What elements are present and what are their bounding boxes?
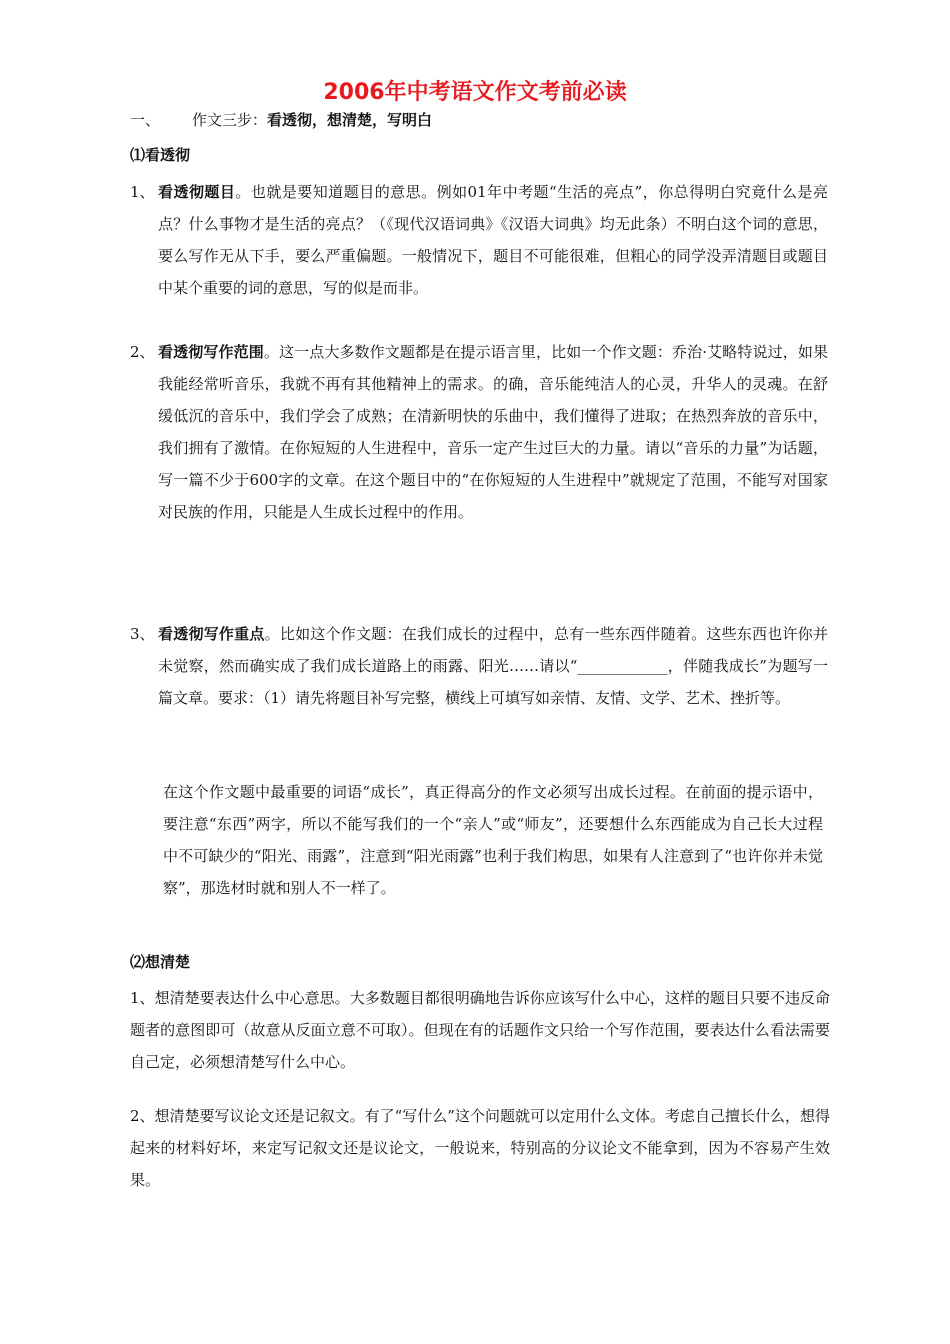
section-steps: 看透彻，想清楚，写明白 [267,111,433,129]
section-number: 一、 [130,111,161,129]
item-text: 。比如这个作文题：在我们成长的过程中，总有一些东西伴随着。这些东西也许你并未觉察，然而确实成了我们成长道路上的雨露、阳光……请以“____________，伴随我成长”为题写一篇文章。要求：（1）请先将题目补写完整，横线上可填写如亲情、友情、文学、艺术、挫折等。 [158,625,828,707]
item-text: 。这一点大多数作文题都是在提示语言里，比如一个作文题：乔治·艾略特说过，如果我能经常听音乐，我就不再有其他精神上的需求。的确，音乐能纯洁人的心灵，升华人的灵魂。在舒缓低沉的音乐中，我们学会了成熟；在清新明快的乐曲中，我们懂得了进取；在热烈奔放的音乐中，我们拥有了激情。在你短短的人生进程中，音乐一定产生过巨大的力量。请以“音乐的力量”为话题，写一篇不少于600字的文章。在这个题目中的“在你短短的人生进程中”就规定了范围，不能写对国家对民族的作用，只能是人生成长过程中的作用。 [158,343,828,521]
item-keyword: 看透彻题目 [158,183,236,201]
section-heading [130,108,432,132]
list-item [130,618,830,714]
subheading-think-clearly: ⑵想清楚 [130,953,191,971]
item-text: 。也就是要知道题目的意思。例如01年中考题“生活的亮点”，你总得明白究竟什么是亮点？什么事物才是生活的亮点？（《现代汉语词典》《汉语大词典》均无此条）不明白这个词的意思，要么写作无从下手，要么严重偏题。一般情况下，题目不可能很难，但粗心的同学没弄清题目或题目中某个重要的词的意思，写的似是而非。 [158,183,828,297]
explanation-paragraph: 在这个作文题中最重要的词语“成长”，真正得高分的作文必须写出成长过程。在前面的提示语中，要注意“东西”两字，所以不能写我们的一个“亲人”或“师友”，还要想什么东西能成为自己长大过程中不可缺少的“阳光、雨露”，注意到“阳光雨露”也利于我们构思，如果有人注意到了“也许你并未觉察”，那选材时就和别人不一样了。 [163,783,823,897]
item-keyword: 看透彻写作重点 [158,625,265,643]
item-number: 1、 [130,183,155,201]
item-keyword: 看透彻写作范围 [158,343,264,361]
paragraph: 2、想清楚要写议论文还是记叙文。有了“写什么”这个问题就可以定用什么文体。考虑自己擅长什么，想得起来的材料好坏，来定写记叙文还是议论文，一般说来，特别高的分议论文不能拿到，因为不容易产生效果。 [130,1107,830,1189]
list-item [130,176,830,304]
item-number: 2、 [130,343,155,361]
item-number: 3、 [130,625,155,643]
list-item [130,336,830,528]
paragraph: 1、想清楚要表达什么中心意思。大多数题目都很明确地告诉你应该写什么中心，这样的题目只要不违反命题者的意图即可（故意从反面立意不可取）。但现在有的话题作文只给一个写作范围，要表达什么看法需要自己定，必须想清楚写什么中心。 [130,989,830,1071]
section-prefix: 作文三步： [192,111,268,129]
page-title: 2006年中考语文作文考前必读 [323,80,627,105]
subheading-look-through: ⑴看透彻 [130,146,191,164]
